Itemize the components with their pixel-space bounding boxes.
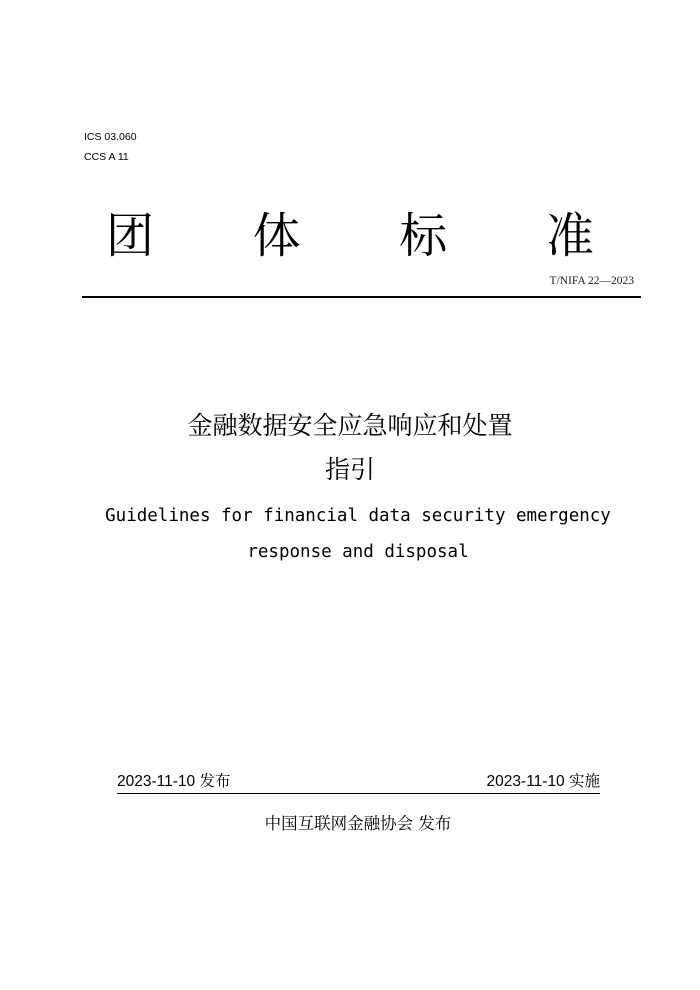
standard-type-char: 准 — [545, 208, 594, 264]
english-title-line-1: Guidelines for financial data security emergency — [105, 506, 611, 526]
chinese-title-line-2: 指引 — [324, 455, 375, 484]
date-divider — [117, 793, 600, 794]
english-title-line-2: response and disposal — [247, 542, 469, 562]
header-divider — [82, 296, 641, 298]
english-title — [0, 498, 700, 570]
standard-type-char: 标 — [399, 208, 448, 264]
standard-type-char: 体 — [252, 208, 301, 264]
chinese-title-line-1: 金融数据安全应急响应和处置 — [187, 411, 513, 440]
chinese-title — [0, 404, 700, 492]
ics-code: ICS 03.060 — [84, 131, 137, 143]
standard-number: T/NIFA 22—2023 — [549, 275, 634, 287]
standard-type-char: 团 — [105, 208, 154, 264]
implementation-date: 2023-11-10 实施 — [486, 773, 600, 790]
standard-type-heading — [80, 206, 620, 266]
release-date: 2023-11-10 发布 — [117, 773, 231, 790]
publisher: 中国互联网金融协会 发布 — [264, 814, 452, 833]
classification-codes — [84, 127, 137, 167]
ccs-code: CCS A 11 — [84, 151, 129, 163]
